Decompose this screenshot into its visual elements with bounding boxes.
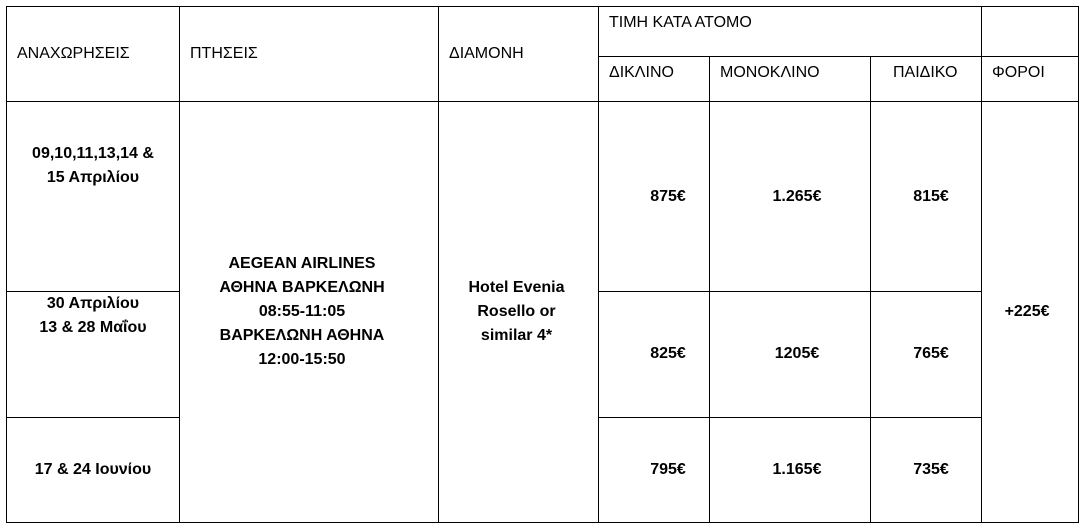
header-child: ΠΑΙΔΙΚΟ (871, 57, 982, 102)
header-price-per-person: ΤΙΜΗ ΚΑΤΑ ΑΤΟΜΟ (599, 7, 982, 57)
price-child: 815€ (871, 102, 982, 292)
tour-price-table (6, 6, 1079, 523)
hotel-cell (439, 102, 599, 523)
taxes-cell: +225€ (982, 102, 1079, 523)
departure-dates-cell (7, 418, 180, 523)
departure-line: 09,10,11,13,14 & (32, 145, 154, 162)
flight-line: ΑΘΗΝΑ ΒΑΡΚΕΛΩΝΗ (219, 279, 385, 296)
header-flights: ΠΤΗΣΕΙΣ (180, 7, 439, 102)
departure-dates-cell (7, 102, 180, 292)
price-single: 1205€ (710, 292, 871, 418)
price-single: 1.265€ (710, 102, 871, 292)
header-taxes: ΦΟΡΟΙ (982, 57, 1079, 102)
price-double: 825€ (599, 292, 710, 418)
header-accommodation: ΔΙΑΜΟΝΗ (439, 7, 599, 102)
price-double: 875€ (599, 102, 710, 292)
departure-dates-cell (7, 292, 180, 418)
price-child: 735€ (871, 418, 982, 523)
flight-line: AEGEAN AIRLINES (228, 255, 376, 272)
flight-line: ΒΑΡΚΕΛΩΝΗ ΑΘΗΝΑ (219, 327, 385, 344)
header-double: ΔΙΚΛΙΝΟ (599, 57, 710, 102)
departure-line: 17 & 24 Ιουνίου (34, 461, 152, 478)
flights-cell (180, 102, 439, 523)
header-single: ΜΟΝΟΚΛΙΝΟ (710, 57, 871, 102)
departure-line: 30 Απριλίου (46, 295, 140, 312)
flight-line: 12:00-15:50 (258, 351, 346, 368)
hotel-line: similar 4* (480, 327, 553, 344)
hotel-line: Hotel Evenia (468, 279, 565, 296)
header-empty-cell (982, 7, 1079, 57)
header-departures: ΑΝΑΧΩΡΗΣΕΙΣ (7, 7, 180, 102)
price-single: 1.165€ (710, 418, 871, 523)
price-double: 795€ (599, 418, 710, 523)
departure-line: 13 & 28 Μαΐου (39, 319, 147, 336)
departure-line: 15 Απριλίου (46, 169, 140, 186)
price-child: 765€ (871, 292, 982, 418)
hotel-line: Rosello or (477, 303, 556, 320)
flight-line: 08:55-11:05 (258, 303, 346, 320)
